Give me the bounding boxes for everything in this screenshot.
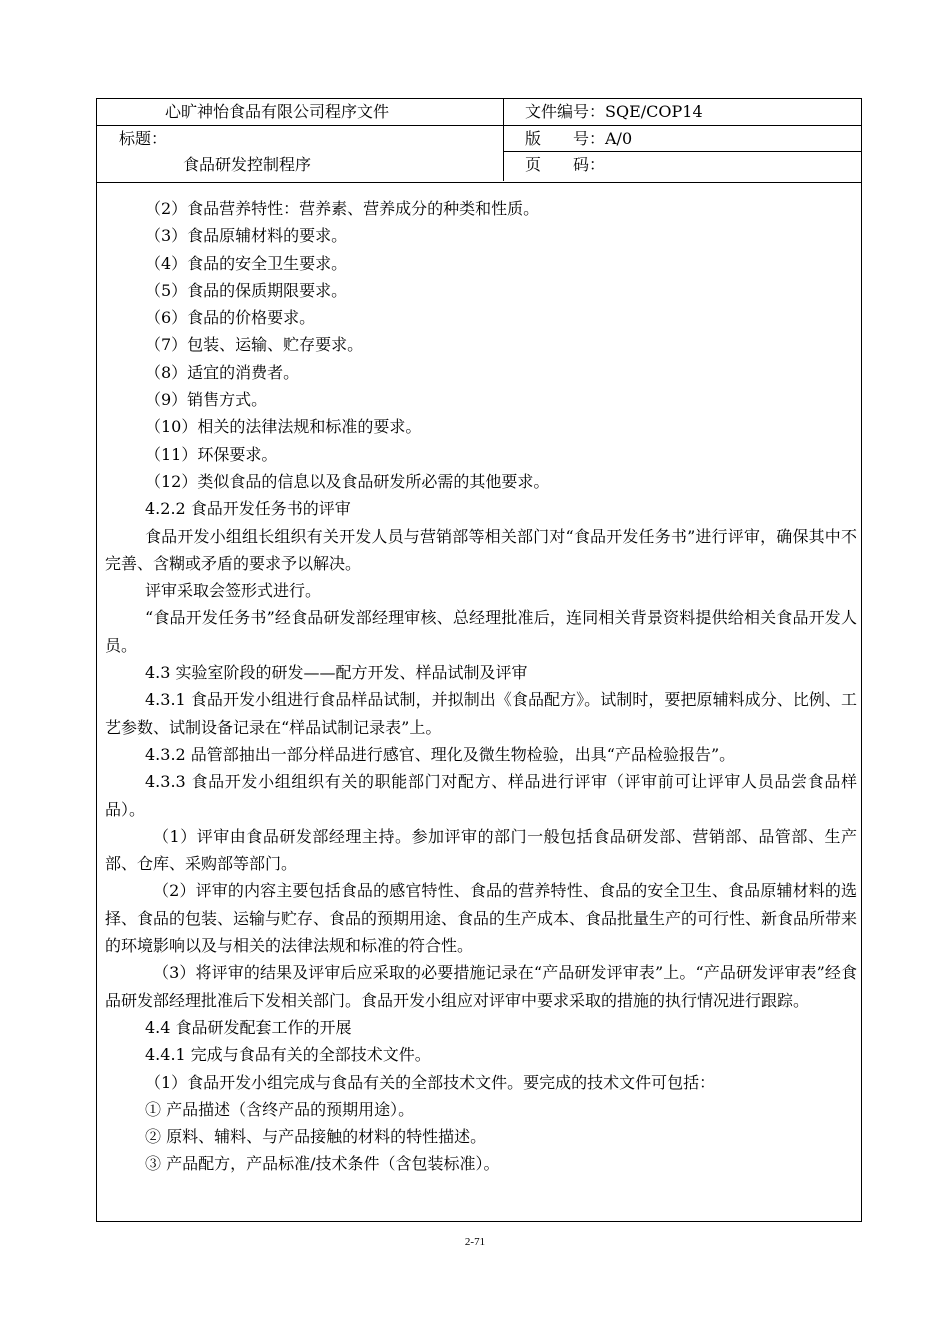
header-rule-right-2	[503, 151, 861, 152]
list-item: （5）食品的保质期限要求。	[145, 280, 348, 300]
list-item: （4）食品的安全卫生要求。	[145, 253, 348, 273]
list-item: ③ 产品配方，产品标准/技术条件（含包装标准）。	[145, 1154, 500, 1174]
paragraph: “食品开发任务书”经食品研发部经理审核、总经理批准后，连同相关背景资料提供给相关食品开发人员。	[105, 608, 857, 655]
section-heading: 4.3 实验室阶段的研发——配方开发、样品试制及评审	[145, 663, 528, 683]
header-rule-left	[97, 125, 503, 126]
document-title: 食品研发控制程序	[183, 155, 312, 174]
paragraph: 4.4.1 完成与食品有关的全部技术文件。	[145, 1045, 431, 1065]
version-field: 版 号：A/0	[525, 129, 633, 148]
paragraph: 4.3.1 食品开发小组进行食品样品试制，并拟制出《食品配方》。试制时，要把原辅料成分、比例、工艺参数、试制设备记录在“样品试制记录表”上。	[105, 690, 857, 737]
list-item: （6）食品的价格要求。	[145, 308, 316, 328]
paragraph: 评审采取会签形式进行。	[145, 581, 322, 601]
list-item: （11）环保要求。	[145, 444, 278, 464]
paragraph: 4.3.3 食品开发小组组织有关的职能部门对配方、样品进行评审（评审前可让评审人员品尝食品样品）。	[105, 772, 857, 819]
paragraph: （1）食品开发小组完成与食品有关的全部技术文件。要完成的技术文件可包括：	[145, 1072, 716, 1092]
list-item: （2）食品营养特性：营养素、营养成分的种类和性质。	[145, 199, 540, 218]
document-frame	[96, 98, 862, 1222]
paragraph: 食品开发小组组长组织有关开发人员与营销部等相关部门对“食品开发任务书”进行评审，确保其中不完善、含糊或矛盾的要求予以解决。	[105, 526, 857, 573]
paragraph: 4.3.2 品管部抽出一部分样品进行感官、理化及微生物检验，出具“产品检验报告”。	[145, 744, 736, 764]
list-item: （3）食品原辅材料的要求。	[145, 226, 348, 246]
page-field: 页 码：	[525, 155, 606, 174]
document-header	[97, 99, 861, 183]
list-item: （9）销售方式。	[145, 390, 268, 410]
list-item: （12）类似食品的信息以及食品研发所必需的其他要求。	[145, 471, 550, 491]
document-body	[105, 195, 857, 1178]
list-item: ① 产品描述（含终产品的预期用途）。	[145, 1099, 415, 1119]
header-divider	[503, 99, 504, 181]
paragraph: （2）评审的内容主要包括食品的感官特性、食品的营养特性、食品的安全卫生、食品原辅材料的选择、食品的包装、运输与贮存、食品的预期用途、食品的生产成本、食品批量生产的可行性、新食品所带来的环境影响以及与相关的法律法规和标准的符合性。	[105, 881, 858, 956]
paragraph: （1）评审由食品研发部经理主持。参加评审的部门一般包括食品研发部、营销部、品管部、生产部、仓库、采购部等部门。	[105, 826, 857, 874]
header-rule-right-1	[503, 125, 861, 126]
title-label: 标题：	[119, 129, 168, 148]
paragraph: （3）将评审的结果及评审后应采取的必要措施记录在“产品研发评审表”上。“产品研发评审表”经食品研发部经理批准后下发相关部门。食品开发小组应对评审中要求采取的措施的执行情况进行跟踪。	[105, 963, 857, 1010]
list-item: （8）适宜的消费者。	[145, 362, 300, 382]
list-item: （7）包装、运输、贮存要求。	[145, 335, 364, 355]
document-number: 文件编号：SQE/COP14	[525, 102, 703, 121]
company-title: 心旷神怡食品有限公司程序文件	[165, 102, 390, 121]
page-number: 2-71	[464, 1236, 486, 1248]
section-heading: 4.2.2 食品开发任务书的评审	[145, 499, 351, 519]
list-item: （10）相关的法律法规和标准的要求。	[145, 417, 422, 437]
list-item: ② 原料、辅料、与产品接触的材料的特性描述。	[145, 1127, 487, 1147]
section-heading: 4.4 食品研发配套工作的开展	[145, 1017, 352, 1037]
